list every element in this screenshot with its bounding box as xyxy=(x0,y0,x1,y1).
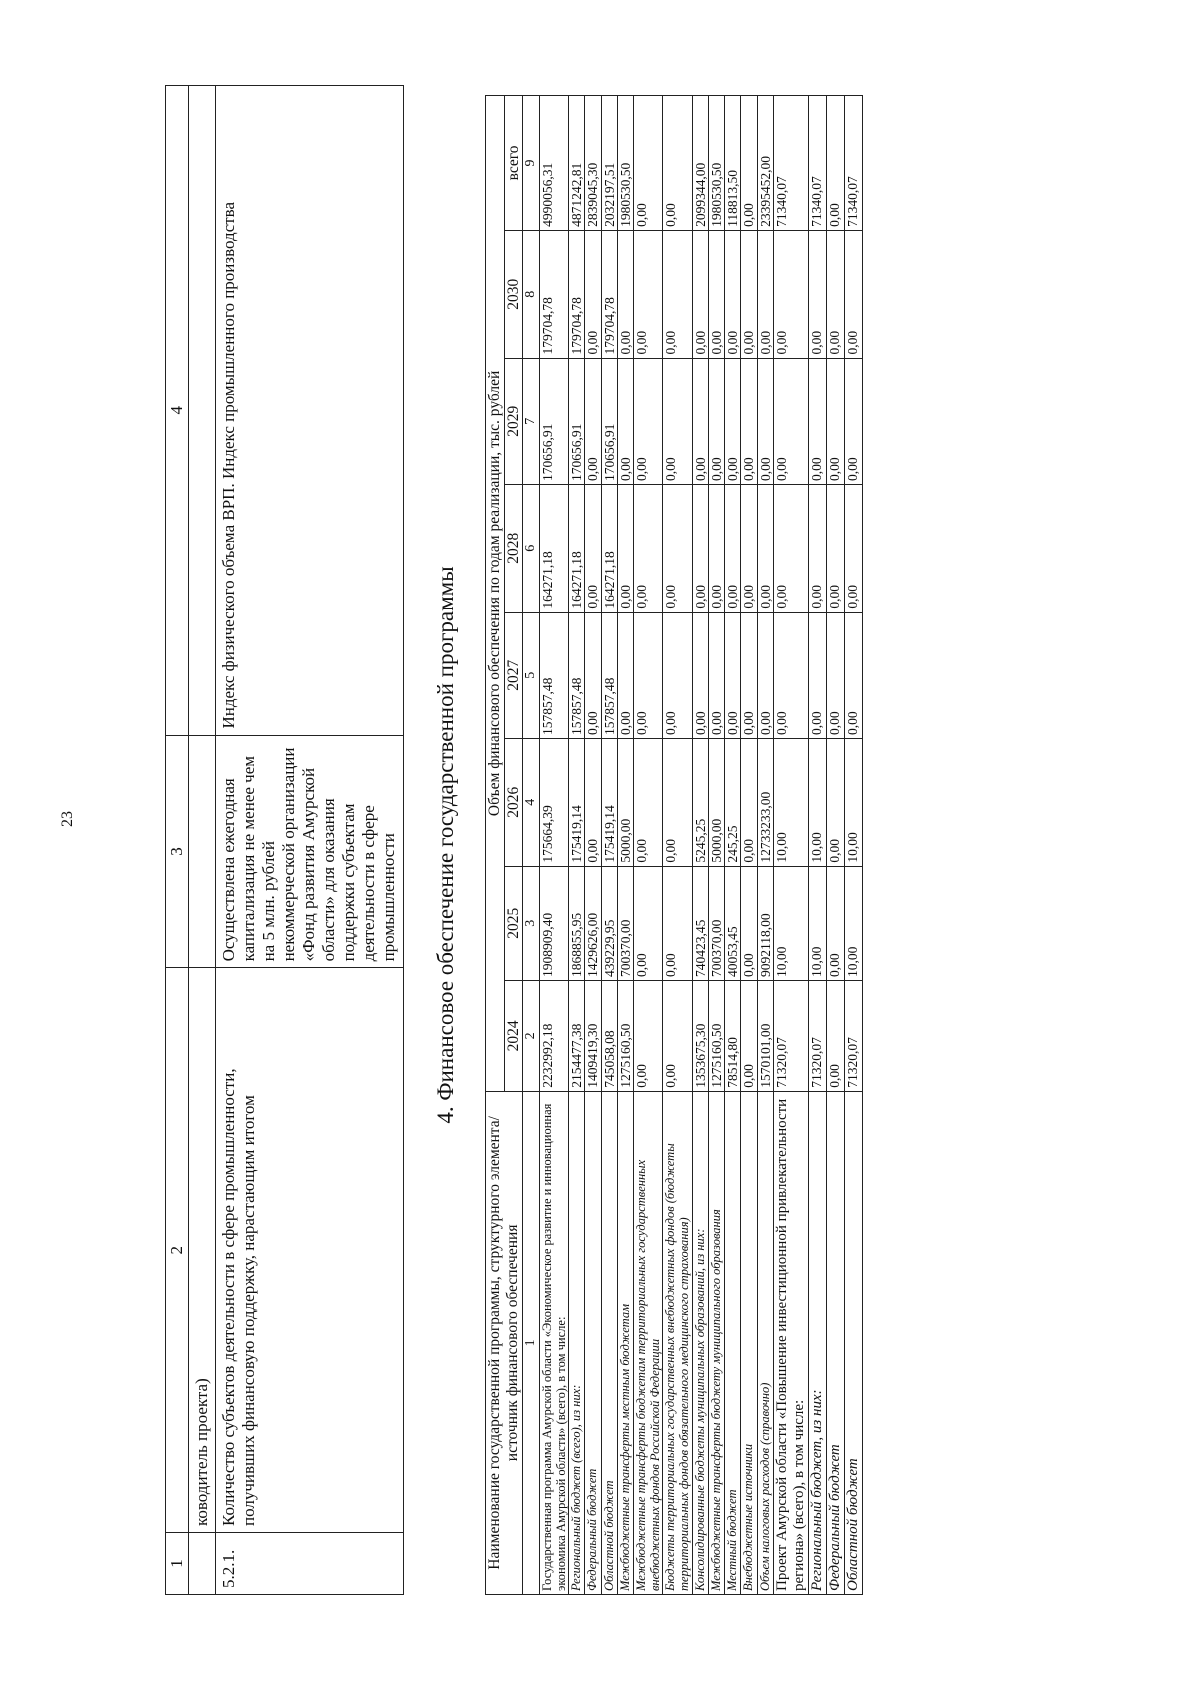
value-cell: 2154477,38 xyxy=(569,980,585,1091)
value-cell: 0,00 xyxy=(757,230,773,358)
total-cell: 0,00 xyxy=(634,96,663,231)
value-cell: 1275160,50 xyxy=(617,980,633,1091)
total-cell: 2032197,51 xyxy=(601,96,617,231)
table-row xyxy=(808,96,826,1595)
total-cell: 2099344,00 xyxy=(692,96,708,231)
column-index: 4 xyxy=(523,738,540,866)
row-name: Внебюджетные источники xyxy=(741,1091,757,1594)
empty-cell xyxy=(189,735,216,968)
table-row xyxy=(773,96,808,1595)
value-cell: 0,00 xyxy=(808,358,826,484)
row-name: Объем налоговых расходов (справочно) xyxy=(757,1091,773,1594)
table-row xyxy=(692,96,708,1595)
value-cell: 0,00 xyxy=(773,358,808,484)
value-cell: 0,00 xyxy=(585,230,601,358)
value-cell: 71320,07 xyxy=(773,980,808,1091)
header-cell: 3 xyxy=(166,735,189,968)
row-name: Федеральный бюджет xyxy=(585,1091,601,1594)
continuation-text: ководитель проекта) xyxy=(189,968,216,1533)
value-cell: 740423,45 xyxy=(692,866,708,980)
value-cell: 0,00 xyxy=(741,980,757,1091)
total-cell: 0,00 xyxy=(741,96,757,231)
value-cell: 0,00 xyxy=(617,230,633,358)
indicators-table xyxy=(165,85,404,1595)
header-cell: 1 xyxy=(166,1533,189,1595)
header-cell: 2 xyxy=(166,968,189,1533)
value-cell: 0,00 xyxy=(741,484,757,612)
value-cell: 175419,14 xyxy=(601,738,617,866)
value-cell: 0,00 xyxy=(741,866,757,980)
year-header: 2029 xyxy=(504,358,523,484)
value-cell: 1275160,50 xyxy=(708,980,724,1091)
column-index: 1 xyxy=(523,1091,540,1594)
value-cell: 245,25 xyxy=(725,738,741,866)
value-cell: 0,00 xyxy=(826,866,844,980)
value-cell: 0,00 xyxy=(585,484,601,612)
column-index: 6 xyxy=(523,484,540,612)
value-cell: 0,00 xyxy=(826,484,844,612)
value-cell: 0,00 xyxy=(634,484,663,612)
total-cell: 23395452,00 xyxy=(757,96,773,231)
table-row xyxy=(601,96,617,1595)
value-cell: 0,00 xyxy=(808,230,826,358)
rotated-page-content xyxy=(165,95,1165,1595)
value-cell: 170656,91 xyxy=(539,358,568,484)
value-cell: 0,00 xyxy=(708,484,724,612)
row-name: Межбюджетные трансферты местным бюджетам xyxy=(617,1091,633,1594)
value-cell: 0,00 xyxy=(757,484,773,612)
table-row xyxy=(569,96,585,1595)
row-name: Межбюджетные трансферты бюджету муниципального образования xyxy=(708,1091,724,1594)
table-row xyxy=(741,96,757,1595)
value-cell: 1908909,40 xyxy=(539,866,568,980)
value-cell: 0,00 xyxy=(663,484,692,612)
value-cell: 0,00 xyxy=(634,738,663,866)
value-cell: 1429626,00 xyxy=(585,866,601,980)
value-cell: 175419,14 xyxy=(569,738,585,866)
value-cell: 1353675,30 xyxy=(692,980,708,1091)
value-cell: 5245,25 xyxy=(692,738,708,866)
total-cell: 71340,07 xyxy=(808,96,826,231)
value-cell: 0,00 xyxy=(826,358,844,484)
value-cell: 10,00 xyxy=(773,866,808,980)
total-cell: 4990056,31 xyxy=(539,96,568,231)
value-cell: 0,00 xyxy=(634,980,663,1091)
value-cell: 179704,78 xyxy=(539,230,568,358)
row-name: Региональный бюджет (всего), из них: xyxy=(569,1091,585,1594)
value-cell: 164271,18 xyxy=(601,484,617,612)
column-index: 3 xyxy=(523,866,540,980)
value-cell: 10,00 xyxy=(808,866,826,980)
value-cell: 0,00 xyxy=(773,230,808,358)
total-cell: 0,00 xyxy=(826,96,844,231)
value-cell: 170656,91 xyxy=(601,358,617,484)
volume-column-header: Объем финансового обеспечения по годам реализации, тыс. рублей xyxy=(486,96,505,1092)
value-cell: 0,00 xyxy=(741,230,757,358)
table-row xyxy=(708,96,724,1595)
total-cell: 118813,50 xyxy=(725,96,741,231)
value-cell: 164271,18 xyxy=(569,484,585,612)
value-cell: 0,00 xyxy=(757,612,773,738)
row-name: Местный бюджет xyxy=(725,1091,741,1594)
value-cell: 0,00 xyxy=(725,230,741,358)
value-cell: 0,00 xyxy=(708,612,724,738)
value-cell: 0,00 xyxy=(585,358,601,484)
indicator-task: Осуществлена ежегодная капитализация не менее чем на 5 млн. рублей некоммерческой организации «Фонд развития Амурской области» для оказания поддержки субъектам деятельности в сфере промышленности xyxy=(216,735,403,968)
value-cell: 0,00 xyxy=(844,484,862,612)
table-row xyxy=(539,96,568,1595)
value-cell: 0,00 xyxy=(585,738,601,866)
value-cell: 40053,45 xyxy=(725,866,741,980)
financing-rows xyxy=(539,96,862,1595)
total-cell: 1980530,50 xyxy=(617,96,633,231)
value-cell: 78514,80 xyxy=(725,980,741,1091)
value-cell: 0,00 xyxy=(692,358,708,484)
table-row xyxy=(585,96,601,1595)
year-header: 2028 xyxy=(504,484,523,612)
value-cell: 0,00 xyxy=(741,358,757,484)
row-name: Федеральный бюджет xyxy=(826,1091,844,1594)
column-index: 5 xyxy=(523,612,540,738)
total-cell: 71340,07 xyxy=(773,96,808,231)
indicator-link: Индекс физического объема ВРП. Индекс промышленного производства xyxy=(216,86,403,736)
value-cell: 71320,07 xyxy=(808,980,826,1091)
value-cell: 0,00 xyxy=(725,358,741,484)
column-index-row xyxy=(523,96,540,1595)
value-cell: 439229,95 xyxy=(601,866,617,980)
value-cell: 700370,00 xyxy=(617,866,633,980)
name-column-header: Наименование государственной программы, структурного элемента/источник финансового обеспечения xyxy=(486,1091,523,1594)
header-cell: 4 xyxy=(166,86,189,736)
value-cell: 745058,08 xyxy=(601,980,617,1091)
value-cell: 0,00 xyxy=(741,612,757,738)
indicators-header-row xyxy=(166,86,189,1595)
value-cell: 175664,39 xyxy=(539,738,568,866)
value-cell: 1570101,00 xyxy=(757,980,773,1091)
column-index: 2 xyxy=(523,980,540,1091)
value-cell: 10,00 xyxy=(808,738,826,866)
value-cell: 0,00 xyxy=(725,484,741,612)
value-cell: 0,00 xyxy=(826,230,844,358)
row-name: Межбюджетные трансферты бюджетам территориальных государственных внебюджетных фондов Российской Федерации xyxy=(634,1091,663,1594)
value-cell: 179704,78 xyxy=(601,230,617,358)
value-cell: 0,00 xyxy=(663,230,692,358)
value-cell: 0,00 xyxy=(634,612,663,738)
row-name: Областной бюджет xyxy=(601,1091,617,1594)
value-cell: 0,00 xyxy=(808,612,826,738)
financing-table xyxy=(485,95,863,1595)
value-cell: 0,00 xyxy=(844,358,862,484)
value-cell: 1409419,30 xyxy=(585,980,601,1091)
continuation-row xyxy=(189,86,216,1595)
value-cell: 157857,48 xyxy=(601,612,617,738)
indicator-number: 5.2.1. xyxy=(216,1533,403,1595)
value-cell: 0,00 xyxy=(826,738,844,866)
value-cell: 0,00 xyxy=(741,738,757,866)
value-cell: 1868855,95 xyxy=(569,866,585,980)
value-cell: 71320,07 xyxy=(844,980,862,1091)
year-header: 2027 xyxy=(504,612,523,738)
value-cell: 0,00 xyxy=(585,612,601,738)
value-cell: 0,00 xyxy=(692,612,708,738)
value-cell: 0,00 xyxy=(634,358,663,484)
table-row xyxy=(617,96,633,1595)
empty-cell xyxy=(189,1533,216,1595)
value-cell: 0,00 xyxy=(692,484,708,612)
value-cell: 157857,48 xyxy=(539,612,568,738)
value-cell: 0,00 xyxy=(844,612,862,738)
row-name: Государственная программа Амурской области «Экономическое развитие и инновационная экономика Амурской области» (всего), в том числе: xyxy=(539,1091,568,1594)
column-index: 9 xyxy=(523,96,540,231)
value-cell: 0,00 xyxy=(634,230,663,358)
table-row xyxy=(757,96,773,1595)
year-header: 2026 xyxy=(504,738,523,866)
value-cell: 10,00 xyxy=(844,866,862,980)
value-cell: 0,00 xyxy=(708,230,724,358)
value-cell: 0,00 xyxy=(826,612,844,738)
value-cell: 0,00 xyxy=(634,866,663,980)
value-cell: 0,00 xyxy=(663,866,692,980)
value-cell: 5000,00 xyxy=(617,738,633,866)
column-index: 8 xyxy=(523,230,540,358)
column-index: 7 xyxy=(523,358,540,484)
total-cell: 2839045,30 xyxy=(585,96,601,231)
value-cell: 0,00 xyxy=(773,612,808,738)
table-row xyxy=(725,96,741,1595)
row-name: Бюджеты территориальных государственных внебюджетных фондов (бюджеты территориальных фондов обязательного медицинского страхования) xyxy=(663,1091,692,1594)
value-cell: 0,00 xyxy=(808,484,826,612)
value-cell: 0,00 xyxy=(826,980,844,1091)
indicator-name: Количество субъектов деятельности в сфере промышленности, получивших финансовую поддержку, нарастающим итогом xyxy=(216,968,403,1533)
year-header: 2030 xyxy=(504,230,523,358)
value-cell: 0,00 xyxy=(757,358,773,484)
value-cell: 0,00 xyxy=(692,230,708,358)
row-name: Областной бюджет xyxy=(844,1091,862,1594)
section-title: 4. Финансовое обеспечение государственной программы xyxy=(433,566,458,1124)
value-cell: 0,00 xyxy=(617,484,633,612)
page-number: 23 xyxy=(59,811,76,827)
row-name: Консолидированные бюджеты муниципальных образований, из них: xyxy=(692,1091,708,1594)
value-cell: 0,00 xyxy=(663,738,692,866)
value-cell: 0,00 xyxy=(773,484,808,612)
value-cell: 0,00 xyxy=(725,612,741,738)
value-cell: 157857,48 xyxy=(569,612,585,738)
value-cell: 0,00 xyxy=(844,230,862,358)
value-cell: 9092118,00 xyxy=(757,866,773,980)
value-cell: 0,00 xyxy=(663,980,692,1091)
table-row xyxy=(634,96,663,1595)
total-header: всего xyxy=(504,96,523,231)
value-cell: 5000,00 xyxy=(708,738,724,866)
year-header: 2025 xyxy=(504,866,523,980)
row-name: Проект Амурской области «Повышение инвестиционной привлекательности региона» (всего), в том числе: xyxy=(773,1091,808,1594)
value-cell: 0,00 xyxy=(708,358,724,484)
value-cell: 170656,91 xyxy=(569,358,585,484)
row-name: Региональный бюджет, из них: xyxy=(808,1091,826,1594)
financing-header-row xyxy=(486,96,505,1595)
value-cell: 10,00 xyxy=(773,738,808,866)
value-cell: 0,00 xyxy=(617,358,633,484)
value-cell: 179704,78 xyxy=(569,230,585,358)
year-header: 2024 xyxy=(504,980,523,1091)
value-cell: 0,00 xyxy=(663,358,692,484)
table-row xyxy=(844,96,862,1595)
value-cell: 12733233,00 xyxy=(757,738,773,866)
value-cell: 700370,00 xyxy=(708,866,724,980)
value-cell: 2232992,18 xyxy=(539,980,568,1091)
total-cell: 0,00 xyxy=(663,96,692,231)
total-cell: 71340,07 xyxy=(844,96,862,231)
value-cell: 0,00 xyxy=(663,612,692,738)
value-cell: 164271,18 xyxy=(539,484,568,612)
empty-cell xyxy=(189,86,216,736)
value-cell: 0,00 xyxy=(617,612,633,738)
table-row xyxy=(826,96,844,1595)
value-cell: 10,00 xyxy=(844,738,862,866)
total-cell: 1980530,50 xyxy=(708,96,724,231)
table-row xyxy=(663,96,692,1595)
indicator-row xyxy=(216,86,403,1595)
total-cell: 4871242,81 xyxy=(569,96,585,231)
